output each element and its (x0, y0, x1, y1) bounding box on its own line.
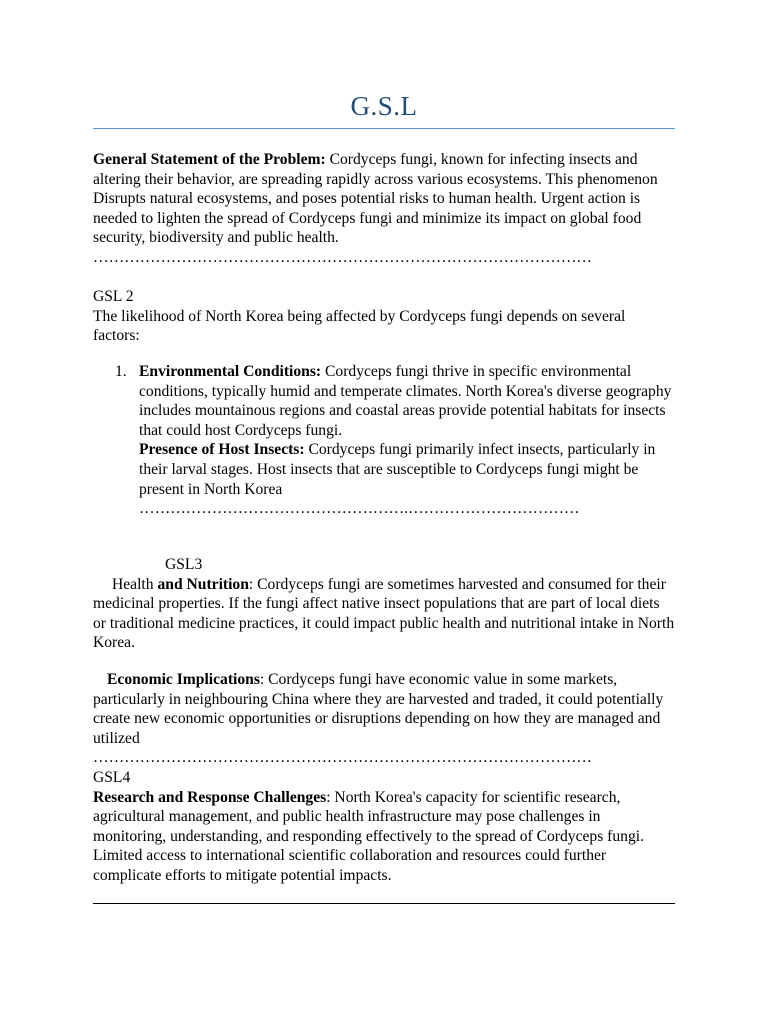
gsl2-intro: The likelihood of North Korea being affected by Cordyceps fungi depends on several factors: (93, 307, 626, 345)
gsl1-heading: General Statement of the Problem: (93, 151, 326, 168)
list-item-host-insects (139, 440, 675, 499)
economic-heading: Economic Implications (107, 671, 260, 688)
health-nutrition-heading: and Nutrition (157, 575, 249, 593)
economic-paragraph (93, 670, 675, 748)
gsl4-label: GSL4 (93, 769, 131, 786)
research-heading: Research and Response Challenges (93, 788, 327, 806)
list-item-environmental (139, 362, 675, 440)
gsl3-section (93, 555, 675, 653)
gsl1-paragraph (93, 150, 675, 248)
separator-dots: …………………………………………………………………………………… (93, 749, 592, 767)
economic-section (93, 670, 675, 768)
gsl2-label: GSL 2 (93, 288, 134, 305)
host-insects-text: Cordyceps fungi primarily infect insects, particularly in their larval stages. Host insects that are susceptible to Cordyceps fungi might be present in North Korea (139, 441, 656, 498)
gsl4-section (93, 768, 675, 886)
gsl2-factor-list (115, 362, 675, 519)
research-text: : North Korea's capacity for scientific research, agricultural management, and public health infrastructure may pose challenges in monitoring, understanding, and responding effectively to the spread of Cordyceps fungi. Limited access to international scientific collaboration and resources could further complicate efforts to mitigate potential impacts. (93, 788, 644, 884)
gsl1-text: Cordyceps fungi, known for infecting insects and altering their behavior, are spreading rapidly across various ecosystems. This phenomenon Disrupts natural ecosystems, and poses potential risks to human health. Urgent action is needed to lighten the spread of Cordyceps fungi and minimize its impact on global food security, biodiversity and public health. (93, 151, 658, 247)
document-title: G.S.L (350, 91, 418, 121)
separator-dots: …………………………………………………………………………………… (93, 248, 592, 266)
research-paragraph (93, 788, 675, 886)
list-item-number: 1. (115, 363, 127, 380)
environmental-text: Cordyceps fungi thrive in specific environmental conditions, typically humid and temperate climates. North Korea's diverse geography includes mountainous regions and coastal areas provide potential habitats for insects that could host Cordyceps fungi. (139, 363, 672, 439)
bottom-rule (93, 903, 675, 904)
separator-dots: …………………………………………….…………………………… (139, 500, 580, 518)
health-nutrition-text: : Cordyceps fungi are sometimes harvested and consumed for their medicinal properties. If the fungi affect native insect populations that are part of local diets or traditional medicine practices, it could impact public health and nutritional intake in North Korea. (93, 575, 675, 652)
title-underline-rule (93, 128, 675, 129)
gsl1-section (93, 150, 675, 268)
host-insects-heading: Presence of Host Insects: (139, 441, 305, 459)
gsl3-label: GSL3 (165, 556, 203, 573)
health-nutrition-paragraph (93, 575, 675, 653)
economic-text: : Cordyceps fungi have economic value in some markets, particularly in neighbouring China where they are harvested and traded, it could potentially create new economic opportunities or disruptions depending on how they are managed and utilized (93, 671, 664, 747)
environmental-heading: Environmental Conditions: (139, 363, 322, 380)
gsl2-section (93, 287, 675, 346)
health-prefix: Health (112, 575, 154, 593)
